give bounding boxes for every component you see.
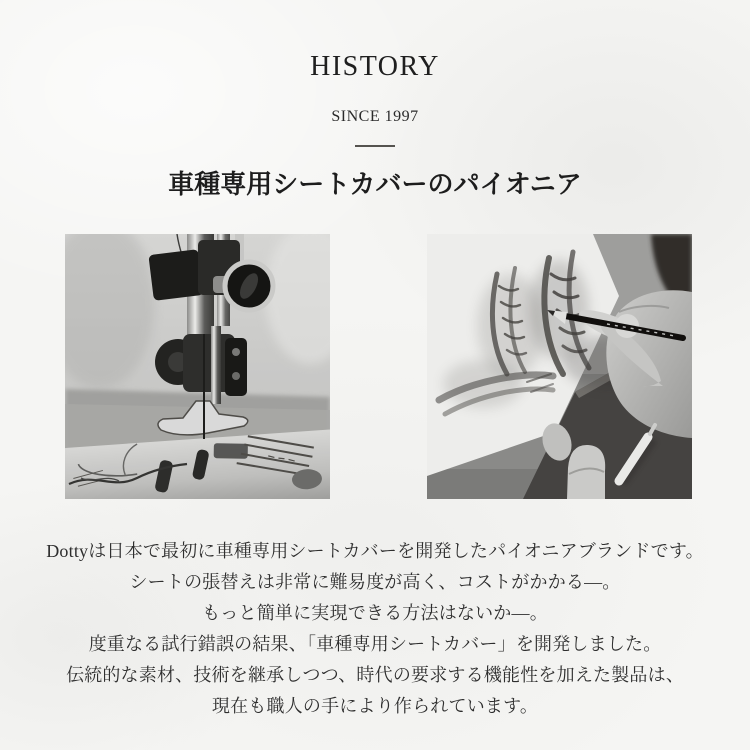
page-title: HISTORY [310,51,440,82]
story-line-4: 度重なる試行錯誤の結果、「車種専用シートカバー」を開発しました。 [88,634,662,654]
sewing-machine-photo [65,234,330,499]
section-heading: 車種専用シートカバーのパイオニア [168,170,582,199]
story-line-1: Dottyは日本で最初に車種専用シートカバーを開発したパイオニアブランドです。 [46,541,704,561]
hand-sketching-photo [427,234,692,499]
story-line-3: もっと簡単に実現できる方法はないか―。 [202,603,548,623]
story-line-6: 現在も職人の手により作られています。 [211,696,539,716]
page-subtitle: SINCE 1997 [331,108,419,125]
divider-line [355,145,395,147]
hand-sketching-illustration [427,234,692,499]
story-line-2: シートの張替えは非常に難易度が高く、コストがかかる―。 [129,572,621,592]
story-line-5: 伝統的な素材、技術を継承しつつ、時代の要求する機能性を加えた製品は、 [65,665,685,685]
sewing-machine-illustration [65,234,330,499]
brand-story-text [0,536,750,722]
